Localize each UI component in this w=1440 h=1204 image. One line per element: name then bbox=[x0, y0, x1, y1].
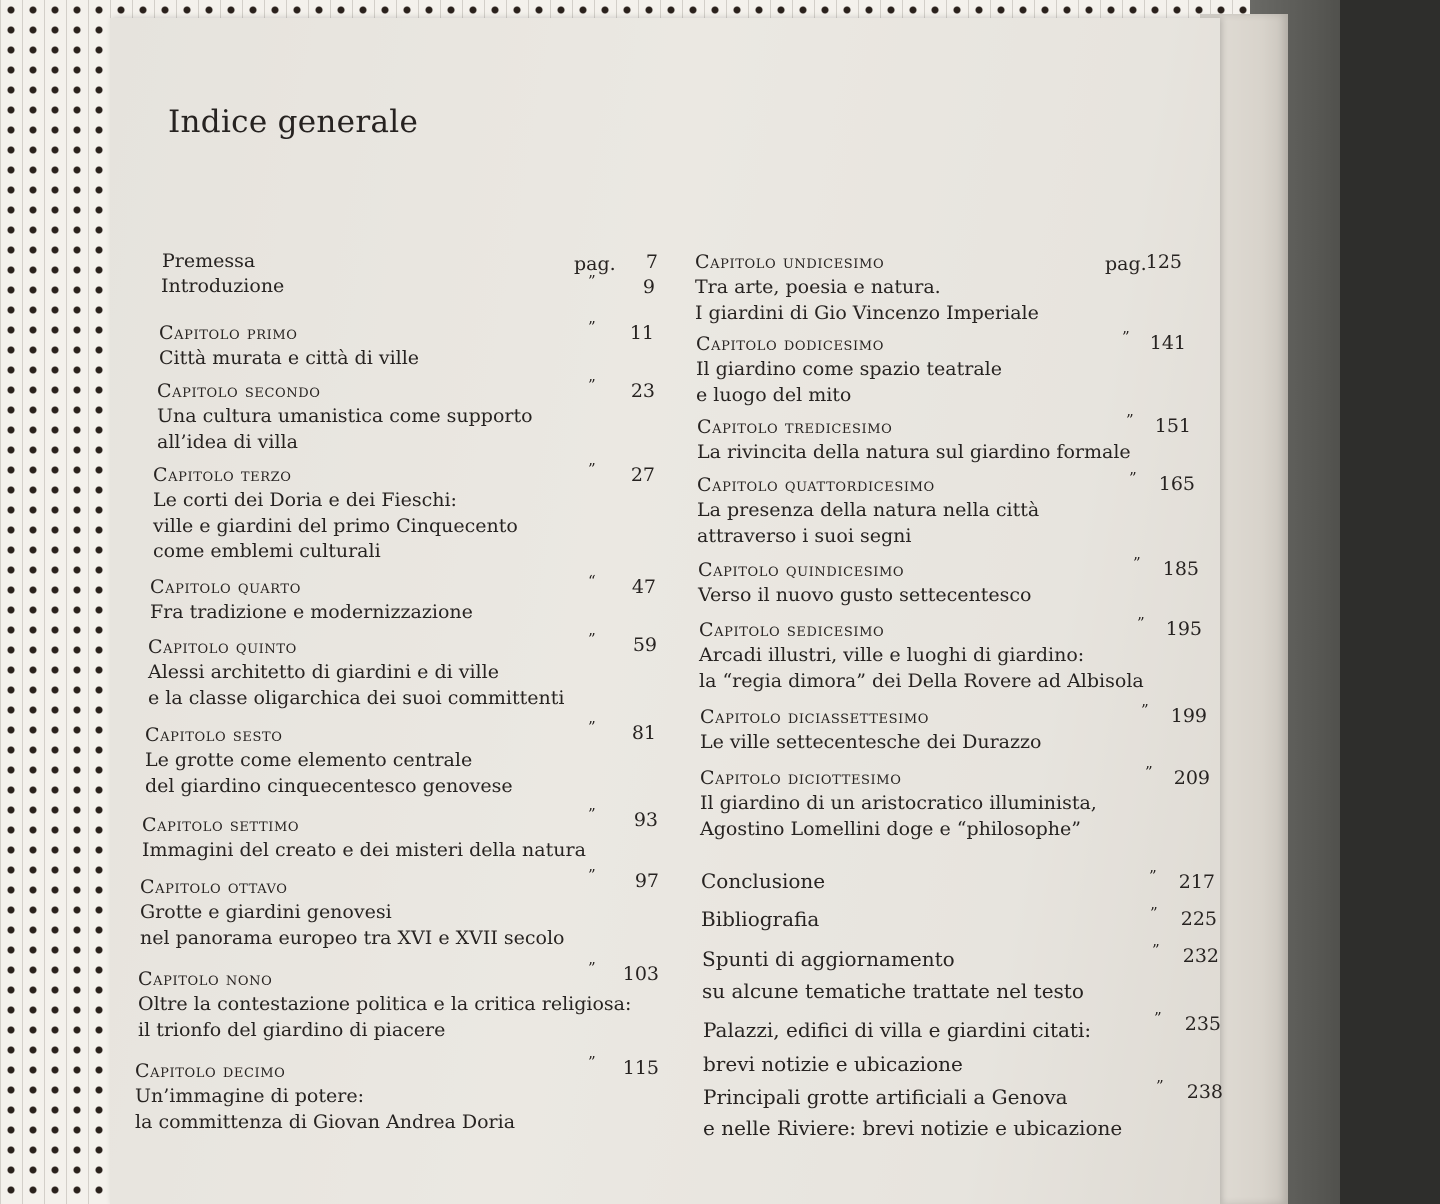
ditto-mark: ” bbox=[1133, 554, 1141, 572]
chapter-heading: Capitolo sesto bbox=[145, 724, 283, 746]
toc-entry bbox=[695, 249, 1039, 326]
toc-entry bbox=[699, 617, 1144, 694]
section-title-line: Principali grotte artificiali a Genova bbox=[703, 1085, 1068, 1109]
ditto-mark: ” bbox=[1150, 904, 1158, 922]
chapter-title-line: Alessi architetto di giardini e di ville bbox=[148, 661, 499, 683]
toc-entry bbox=[703, 1082, 1122, 1144]
ditto-mark: ” bbox=[1154, 1009, 1162, 1027]
pag-label: pag. bbox=[574, 253, 616, 275]
section-title-line: Premessa bbox=[162, 250, 256, 272]
section-title-line: Palazzi, edifici di villa e giardini citati: bbox=[703, 1018, 1092, 1042]
ditto-mark: ” bbox=[588, 866, 596, 884]
ditto-mark: “ bbox=[588, 572, 596, 590]
chapter-heading: Capitolo decimo bbox=[135, 1060, 286, 1082]
chapter-heading: Capitolo tredicesimo bbox=[697, 416, 893, 438]
section-title-line: Spunti di aggiornamento bbox=[702, 947, 955, 971]
toc-entry bbox=[162, 249, 255, 275]
toc-entry bbox=[701, 868, 825, 894]
chapter-title-line: Oltre la contestazione politica e la critica religiosa: bbox=[138, 993, 632, 1015]
page-number: 199 bbox=[1170, 705, 1207, 727]
pag-label: pag. bbox=[1105, 253, 1147, 275]
chapter-title-line: Le grotte come elemento centrale bbox=[145, 749, 473, 771]
ditto-mark: ” bbox=[588, 630, 596, 648]
page-number: 59 bbox=[632, 634, 657, 656]
page-number: 151 bbox=[1154, 415, 1191, 437]
toc-entry bbox=[701, 906, 819, 932]
page-number: 97 bbox=[634, 870, 659, 892]
chapter-title-line: Una cultura umanistica come supporto bbox=[157, 405, 533, 427]
page-number: 232 bbox=[1182, 945, 1219, 967]
section-title-line: Introduzione bbox=[161, 275, 285, 297]
chapter-title-line: la committenza di Giovan Andrea Doria bbox=[135, 1110, 516, 1133]
chapter-title-line: all’idea di villa bbox=[157, 430, 298, 453]
page-number: 93 bbox=[633, 809, 658, 831]
ditto-mark: ” bbox=[1122, 328, 1130, 346]
page-number: 11 bbox=[629, 322, 654, 344]
section-title-line: su alcune tematiche trattate nel testo bbox=[702, 979, 1084, 1003]
chapter-title-line: I giardini di Gio Vincenzo Imperiale bbox=[695, 301, 1039, 324]
page-number: 23 bbox=[630, 380, 655, 402]
chapter-title-line: attraverso i suoi segni bbox=[697, 524, 912, 547]
chapter-title-line: Arcadi illustri, ville e luoghi di giardino: bbox=[699, 644, 1085, 666]
chapter-title-line: Agostino Lomellini doge e “philosophe” bbox=[700, 817, 1081, 840]
page-number: 103 bbox=[622, 963, 659, 985]
chapter-title-line: ville e giardini del primo Cinquecento bbox=[153, 514, 518, 537]
chapter-title-line: Le ville settecentesche dei Durazzo bbox=[700, 731, 1042, 753]
chapter-heading: Capitolo secondo bbox=[157, 380, 321, 402]
page-number: 185 bbox=[1162, 558, 1199, 580]
chapter-title-line: e luogo del mito bbox=[696, 383, 852, 406]
chapter-title-line: nel panorama europeo tra XVI e XVII secolo bbox=[140, 926, 565, 949]
chapter-heading: Capitolo terzo bbox=[153, 464, 292, 486]
toc-entry bbox=[697, 472, 1039, 549]
page-number: 81 bbox=[631, 722, 656, 744]
toc-entry bbox=[702, 943, 1084, 1007]
chapter-title-line: Verso il nuovo gusto settecentesco bbox=[698, 584, 1032, 606]
chapter-heading: Capitolo diciassettesimo bbox=[700, 706, 930, 728]
chapter-heading: Capitolo quinto bbox=[148, 636, 297, 658]
toc-entry bbox=[703, 1013, 1091, 1081]
toc-entry bbox=[145, 722, 513, 799]
chapter-title-line: del giardino cinquecentesco genovese bbox=[145, 774, 513, 797]
page-title: Indice generale bbox=[168, 104, 419, 140]
ditto-mark: ” bbox=[1156, 1077, 1164, 1095]
toc-entry bbox=[153, 462, 518, 565]
chapter-title-line: Un’immagine di potere: bbox=[135, 1085, 364, 1107]
toc-entry bbox=[697, 414, 1131, 466]
chapter-title-line: il trionfo del giardino di piacere bbox=[138, 1018, 446, 1041]
ditto-mark: ” bbox=[588, 460, 596, 478]
chapter-heading: Capitolo quarto bbox=[150, 576, 301, 598]
page-number: 47 bbox=[631, 576, 656, 598]
page-number: 225 bbox=[1180, 908, 1217, 930]
chapter-title-line: Fra tradizione e modernizzazione bbox=[150, 601, 473, 623]
ditto-mark: ” bbox=[1149, 867, 1157, 885]
chapter-heading: Capitolo quindicesimo bbox=[698, 559, 905, 581]
ditto-mark: ” bbox=[1141, 701, 1149, 719]
toc-entry bbox=[138, 966, 631, 1043]
page-number: 141 bbox=[1149, 332, 1186, 354]
section-title-line: Conclusione bbox=[701, 869, 826, 893]
chapter-heading: Capitolo primo bbox=[159, 322, 298, 344]
toc-entry bbox=[159, 320, 419, 372]
chapter-heading: Capitolo sedicesimo bbox=[699, 619, 885, 641]
chapter-title-line: Tra arte, poesia e natura. bbox=[695, 276, 941, 298]
page-number: 165 bbox=[1158, 473, 1195, 495]
chapter-title-line: La rivincita della natura sul giardino formale bbox=[697, 441, 1131, 463]
page-number: 235 bbox=[1184, 1013, 1221, 1035]
chapter-title-line: Il giardino di un aristocratico illuminista, bbox=[700, 792, 1097, 814]
page-number: 195 bbox=[1165, 618, 1202, 640]
page-number: 115 bbox=[622, 1057, 659, 1079]
ditto-mark: ” bbox=[588, 272, 596, 290]
section-title-line: brevi notizie e ubicazione bbox=[703, 1052, 963, 1076]
toc-entry bbox=[142, 812, 586, 864]
toc-entry bbox=[700, 704, 1041, 756]
chapter-title-line: Grotte e giardini genovesi bbox=[140, 901, 392, 923]
ditto-mark: ” bbox=[1129, 469, 1137, 487]
section-title-line: Bibliografia bbox=[701, 907, 820, 931]
chapter-title-line: Le corti dei Doria e dei Fieschi: bbox=[153, 489, 457, 511]
page-number: 238 bbox=[1186, 1081, 1223, 1103]
page-number: 7 bbox=[645, 251, 658, 273]
ditto-mark: ” bbox=[588, 718, 596, 736]
chapter-heading: Capitolo diciottesimo bbox=[700, 767, 902, 789]
chapter-heading: Capitolo quattordicesimo bbox=[697, 474, 935, 496]
chapter-title-line: la “regia dimora” dei Della Rovere ad Albisola bbox=[699, 669, 1144, 692]
chapter-heading: Capitolo dodicesimo bbox=[696, 333, 884, 355]
chapter-title-line: come emblemi culturali bbox=[153, 540, 381, 562]
ditto-mark: ” bbox=[588, 318, 596, 336]
toc-entry bbox=[148, 634, 564, 711]
ditto-mark: ” bbox=[1137, 614, 1145, 632]
toc-entry bbox=[135, 1058, 515, 1135]
page-number: 9 bbox=[642, 276, 655, 298]
chapter-title-line: Il giardino come spazio teatrale bbox=[696, 358, 1002, 380]
chapter-heading: Capitolo nono bbox=[138, 968, 273, 990]
chapter-heading: Capitolo settimo bbox=[142, 814, 300, 836]
toc-entry bbox=[161, 274, 284, 300]
chapter-heading: Capitolo ottavo bbox=[140, 876, 288, 898]
page-number: 27 bbox=[630, 464, 655, 486]
toc-entry bbox=[696, 331, 1002, 408]
chapter-title-line: La presenza della natura nella città bbox=[697, 499, 1040, 521]
page-number: 125 bbox=[1145, 251, 1182, 273]
ditto-mark: ” bbox=[1126, 411, 1134, 429]
chapter-heading: Capitolo undicesimo bbox=[695, 251, 885, 273]
chapter-title-line: e la classe oligarchica dei suoi committenti bbox=[148, 686, 565, 709]
page-number: 217 bbox=[1178, 871, 1215, 893]
section-title-line: e nelle Riviere: brevi notizie e ubicazione bbox=[703, 1116, 1123, 1140]
ditto-mark: ” bbox=[1145, 763, 1153, 781]
ditto-mark: ” bbox=[588, 376, 596, 394]
dark-surface bbox=[1340, 0, 1440, 1204]
ditto-mark: ” bbox=[588, 959, 596, 977]
toc-entry bbox=[150, 574, 473, 626]
toc-entry bbox=[700, 765, 1097, 842]
ditto-mark: ” bbox=[588, 1053, 596, 1071]
toc-entry bbox=[140, 874, 565, 951]
ditto-mark: ” bbox=[1152, 941, 1160, 959]
toc-entry bbox=[698, 557, 1031, 609]
toc-entry bbox=[157, 378, 533, 455]
chapter-title-line: Immagini del creato e dei misteri della natura bbox=[142, 839, 586, 861]
ditto-mark: ” bbox=[588, 805, 596, 823]
page-number: 209 bbox=[1173, 767, 1210, 789]
chapter-title-line: Città murata e città di ville bbox=[159, 347, 420, 369]
